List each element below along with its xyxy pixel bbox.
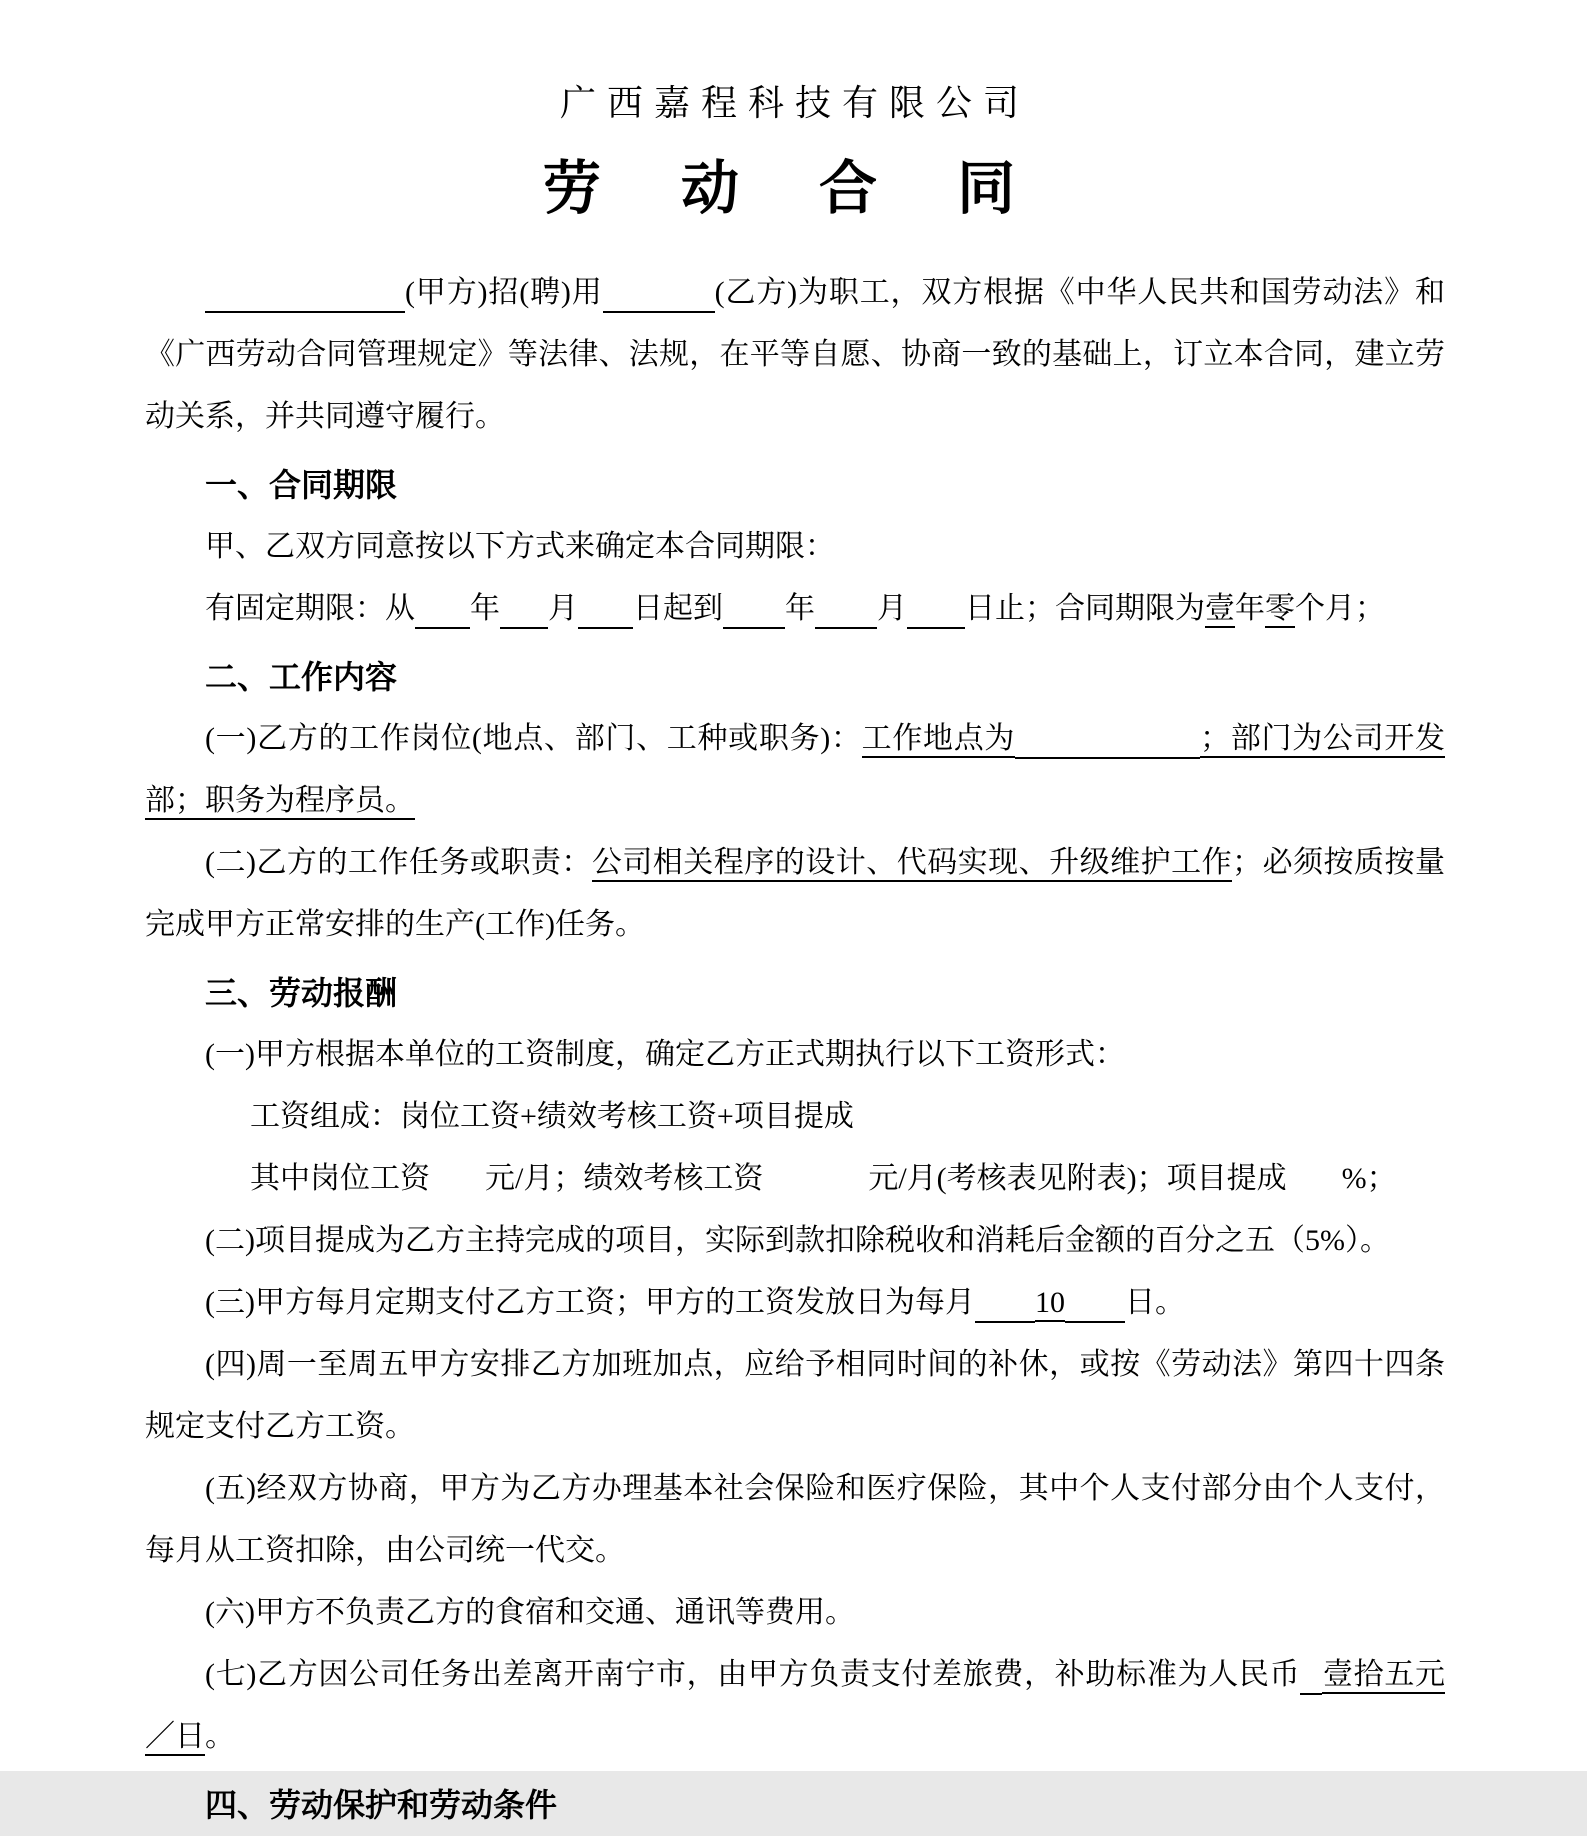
blank-field <box>815 591 877 629</box>
text-run: 日。 <box>1124 1286 1185 1319</box>
blank-field <box>578 591 633 629</box>
paragraph <box>145 516 1445 578</box>
text-run: 元/月；绩效考核工资 <box>485 1162 764 1195</box>
paragraph <box>145 1086 1445 1148</box>
text-run: 日起到 <box>633 592 723 625</box>
text-run: 元/月(考核表见附表)；项目提成 <box>868 1162 1287 1195</box>
text-run: (甲方)招(聘)用 <box>405 276 603 309</box>
text-run: 甲、乙双方同意按以下方式来确定本合同期限： <box>205 530 835 563</box>
blank-field <box>1015 721 1200 759</box>
text-run: 月 <box>548 592 578 625</box>
text-run: (四)周一至周五甲方安排乙方加班加点，应给予相同时间的补休，或按《劳动法》第四十四条规定支付乙方工资。 <box>145 1348 1445 1443</box>
underlined-text: 10 <box>1035 1286 1065 1322</box>
paragraph <box>145 1458 1445 1582</box>
section-heading: 四、劳动保护和劳动条件 <box>205 1787 558 1823</box>
paragraph <box>145 262 1445 448</box>
text-run: (一)乙方的工作岗位(地点、部门、工种或职务)： <box>205 722 862 755</box>
underlined-text: ；部门为公司开发部；职务为程序员。 <box>145 722 1445 820</box>
text-run: 年 <box>1235 592 1265 625</box>
paragraph <box>145 832 1445 956</box>
blank-field <box>603 275 715 313</box>
underlined-text: 零 <box>1265 592 1295 628</box>
section-heading: 三、劳动报酬 <box>205 975 398 1011</box>
text-run: 。 <box>205 1720 235 1753</box>
blank-field <box>975 1285 1035 1323</box>
company-name: 广西嘉程科技有限公司 <box>559 83 1030 123</box>
text-run: 其中岗位工资 <box>250 1162 430 1195</box>
paragraph <box>145 1644 1445 1768</box>
paragraph <box>145 578 1445 640</box>
blank-field <box>500 591 548 629</box>
text-run: %； <box>1341 1162 1397 1195</box>
section-heading: 一、合同期限 <box>205 467 398 503</box>
spacer-gap <box>430 1161 485 1197</box>
spacer-gap <box>1287 1161 1342 1197</box>
text-run: ；必须按质按量完成甲方正常安排的生产(工作)任务。 <box>145 846 1446 941</box>
paragraph <box>145 1148 1445 1210</box>
paragraph <box>145 1334 1445 1458</box>
blank-field <box>723 591 785 629</box>
paragraph <box>145 708 1445 832</box>
text-run: (六)甲方不负责乙方的食宿和交通、通讯等费用。 <box>205 1596 855 1629</box>
paragraph <box>145 1024 1445 1086</box>
section-heading: 二、工作内容 <box>205 659 398 695</box>
text-run: 年 <box>785 592 815 625</box>
text-run: (二)乙方的工作任务或职责： <box>205 846 592 879</box>
text-run: 日止；合同期限为 <box>965 592 1205 625</box>
text-run: (五)经双方协商，甲方为乙方办理基本社会保险和医疗保险，其中个人支付部分由个人支付，每月从工资扣除，由公司统一代交。 <box>145 1472 1445 1567</box>
text-run: (二)项目提成为乙方主持完成的项目，实际到款扣除税收和消耗后金额的百分之五（5%）。 <box>205 1224 1390 1257</box>
paragraph <box>145 1210 1445 1272</box>
underlined-text: 壹 <box>1205 592 1235 628</box>
paragraph <box>145 1272 1445 1334</box>
paragraph <box>145 1582 1445 1644</box>
text-run: (一)甲方根据本单位的工资制度，确定乙方正式期执行以下工资形式： <box>205 1038 1125 1071</box>
underlined-text: 公司相关程序的设计、代码实现、升级维护工作 <box>592 846 1232 882</box>
blank-field <box>1065 1285 1125 1323</box>
spacer-gap <box>763 1161 868 1197</box>
text-run: 年 <box>470 592 500 625</box>
text-run: (七)乙方因公司任务出差离开南宁市，由甲方负责支付差旅费，补助标准为人民币 <box>205 1658 1301 1691</box>
text-run: 个月； <box>1295 592 1385 625</box>
text-run: 有固定期限：从 <box>205 592 415 625</box>
blank-field <box>1300 1657 1322 1695</box>
text-run: (三)甲方每月定期支付乙方工资；甲方的工资发放日为每月 <box>205 1286 975 1319</box>
text-run: 工资组成：岗位工资+绩效考核工资+项目提成 <box>250 1100 854 1133</box>
text-run: 月 <box>877 592 907 625</box>
blank-field <box>415 591 470 629</box>
blank-field <box>205 275 405 313</box>
underlined-text: 壹拾五元／日 <box>145 1658 1445 1756</box>
blank-field <box>907 591 965 629</box>
text-run: (乙方)为职工，双方根据《中华人民共和国劳动法》和《广西劳动合同管理规定》等法律、法规，在平等自愿、协商一致的基础上，订立本合同，建立劳动关系，并共同遵守履行。 <box>145 276 1446 433</box>
document-title: 劳 动 合 同 <box>542 156 1048 221</box>
underlined-text: 工作地点为 <box>862 722 1015 758</box>
